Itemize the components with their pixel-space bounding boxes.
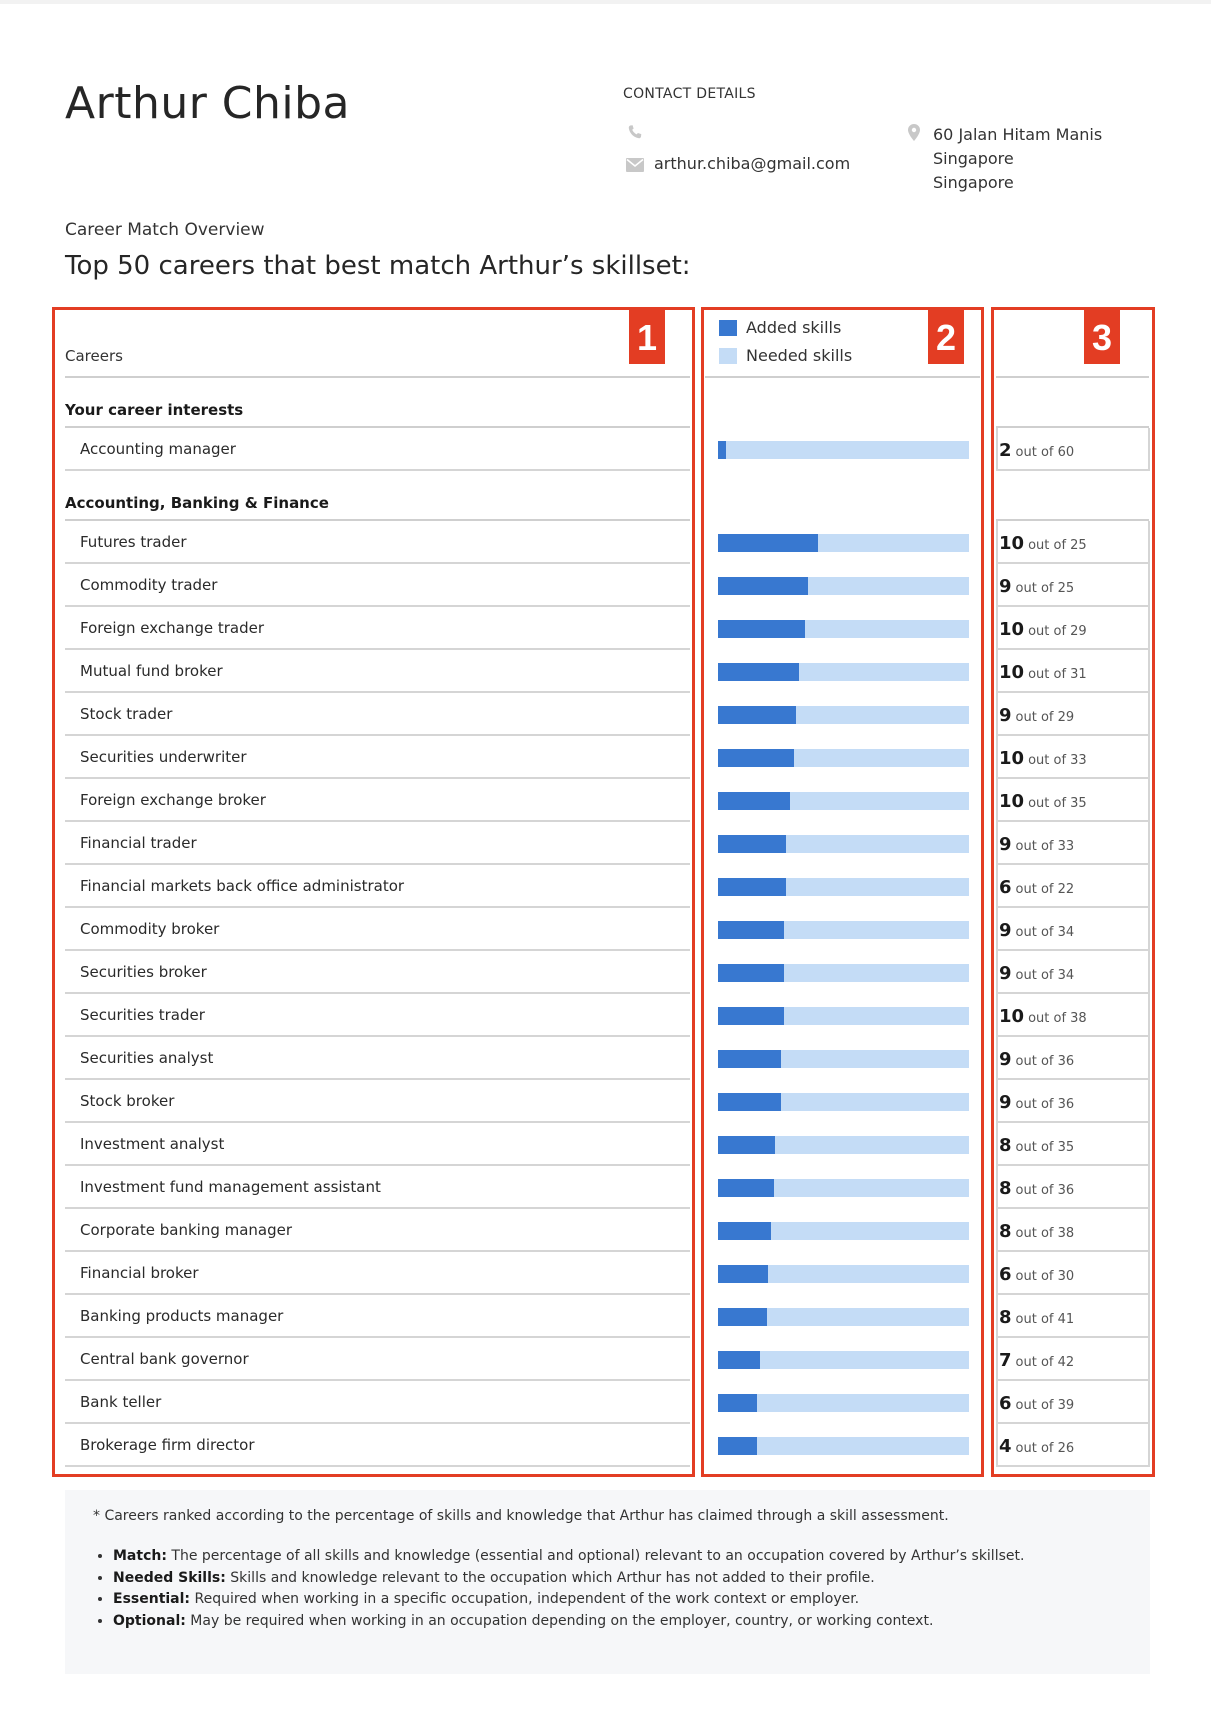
- total-count: 29: [1057, 710, 1075, 725]
- total-count: 39: [1057, 1398, 1075, 1413]
- added-count: 9: [999, 705, 1012, 726]
- added-count: 6: [999, 1393, 1012, 1414]
- callout-badge-1: 1: [629, 310, 665, 364]
- definition-text: Required when working in a specific occupation, independent of the work context or employer.: [190, 1591, 860, 1607]
- total-count: 35: [1070, 796, 1087, 811]
- career-name: Financial trader: [80, 834, 197, 852]
- total-count: 31: [1070, 667, 1087, 682]
- page-headline: Top 50 careers that best match Arthur’s skillset:: [65, 251, 691, 281]
- total-count: 41: [1057, 1312, 1075, 1327]
- added-count: 10: [999, 619, 1025, 640]
- section-title: Accounting, Banking & Finance: [65, 494, 329, 512]
- total-count: 26: [1057, 1441, 1075, 1456]
- added-count: 10: [999, 791, 1025, 812]
- total-count: 25: [1057, 581, 1075, 596]
- legend-needed-label: Needed skills: [746, 346, 853, 365]
- out-of-text: out of: [1015, 1097, 1054, 1112]
- added-count: 7: [999, 1350, 1012, 1371]
- career-name: Commodity trader: [80, 576, 218, 594]
- added-count: 8: [999, 1221, 1012, 1242]
- career-name: Securities analyst: [80, 1049, 214, 1067]
- address-line: 60 Jalan Hitam Manis: [933, 125, 1103, 144]
- career-name: Investment fund management assistant: [80, 1178, 381, 1196]
- out-of-text: out of: [1015, 1226, 1054, 1241]
- phone-icon: [627, 124, 643, 140]
- added-count: 10: [999, 662, 1025, 683]
- career-name: Financial markets back office administrator: [80, 877, 405, 895]
- total-count: 36: [1057, 1183, 1075, 1198]
- out-of-text: out of: [1028, 667, 1067, 682]
- out-of-text: out of: [1015, 710, 1054, 725]
- out-of-text: out of: [1028, 538, 1067, 553]
- out-of-text: out of: [1015, 1183, 1054, 1198]
- out-of-text: out of: [1028, 796, 1067, 811]
- out-of-text: out of: [1015, 839, 1054, 854]
- out-of-text: out of: [1015, 581, 1054, 596]
- added-count: 8: [999, 1135, 1012, 1156]
- callout-box-3: [991, 307, 1155, 1477]
- out-of-text: out of: [1015, 968, 1054, 983]
- total-count: 36: [1057, 1097, 1075, 1112]
- added-count: 2: [999, 440, 1012, 461]
- footer-notes: [65, 1490, 1150, 1674]
- out-of-text: out of: [1015, 1355, 1054, 1370]
- career-name: Foreign exchange trader: [80, 619, 265, 637]
- address-line: Singapore: [933, 173, 1014, 192]
- out-of-text: out of: [1028, 1011, 1067, 1026]
- callout-badge-3: 3: [1084, 310, 1120, 364]
- mail-icon: [626, 158, 644, 172]
- career-name: Securities trader: [80, 1006, 205, 1024]
- total-count: 22: [1057, 882, 1075, 897]
- career-name: Investment analyst: [80, 1135, 225, 1153]
- careers-column-header: Careers: [65, 347, 123, 365]
- overview-title: Career Match Overview: [65, 220, 265, 240]
- definition-item: [113, 1568, 1143, 1590]
- career-name: Commodity broker: [80, 920, 220, 938]
- career-name: Bank teller: [80, 1393, 162, 1411]
- out-of-text: out of: [1015, 1054, 1054, 1069]
- total-count: 36: [1057, 1054, 1075, 1069]
- out-of-text: out of: [1028, 753, 1067, 768]
- definition-term: Match:: [113, 1548, 167, 1564]
- added-count: 9: [999, 963, 1012, 984]
- out-of-text: out of: [1015, 1269, 1054, 1284]
- added-count: 9: [999, 834, 1012, 855]
- total-count: 29: [1070, 624, 1087, 639]
- career-name: Foreign exchange broker: [80, 791, 266, 809]
- total-count: 33: [1057, 839, 1075, 854]
- out-of-text: out of: [1015, 925, 1054, 940]
- contact-address: [933, 123, 1102, 195]
- out-of-text: out of: [1015, 1441, 1054, 1456]
- career-name: Banking products manager: [80, 1307, 284, 1325]
- career-name: Stock broker: [80, 1092, 175, 1110]
- total-count: 34: [1057, 968, 1075, 983]
- out-of-text: out of: [1015, 882, 1054, 897]
- added-count: 9: [999, 576, 1012, 597]
- out-of-text: out of: [1015, 1312, 1054, 1327]
- out-of-text: out of: [1015, 445, 1054, 460]
- top-divider: [0, 0, 1211, 4]
- added-count: 6: [999, 1264, 1012, 1285]
- ranking-note: * Careers ranked according to the percentage of skills and knowledge that Arthur has claimed through a skill assessment.: [93, 1508, 949, 1524]
- total-count: 34: [1057, 925, 1075, 940]
- total-count: 35: [1057, 1140, 1075, 1155]
- definition-term: Essential:: [113, 1591, 191, 1607]
- added-count: 4: [999, 1436, 1012, 1457]
- career-name: Securities underwriter: [80, 748, 247, 766]
- candidate-name: Arthur Chiba: [65, 78, 351, 129]
- total-count: 25: [1070, 538, 1087, 553]
- definition-text: May be required when working in an occupation depending on the employer, country, or working context.: [185, 1612, 934, 1629]
- callout-box-1: [52, 307, 695, 1477]
- career-name: Brokerage firm director: [80, 1436, 255, 1454]
- definition-term: Optional:: [113, 1612, 186, 1629]
- career-name: Accounting manager: [80, 440, 236, 458]
- total-count: 60: [1057, 445, 1075, 460]
- added-count: 8: [999, 1178, 1012, 1199]
- total-count: 38: [1057, 1226, 1075, 1241]
- added-count: 10: [999, 1006, 1025, 1027]
- total-count: 30: [1057, 1269, 1075, 1284]
- contact-details-title: CONTACT DETAILS: [623, 86, 756, 102]
- definition-item: [113, 1611, 1143, 1633]
- total-count: 38: [1070, 1011, 1087, 1026]
- definition-text: Skills and knowledge relevant to the occupation which Arthur has not added to their profile.: [225, 1569, 875, 1586]
- added-count: 8: [999, 1307, 1012, 1328]
- career-name: Central bank governor: [80, 1350, 249, 1368]
- out-of-text: out of: [1028, 624, 1067, 639]
- career-name: Futures trader: [80, 533, 187, 551]
- definitions-list: [93, 1546, 1143, 1632]
- definition-text: The percentage of all skills and knowledge (essential and optional) relevant to an occupation covered by Arthur’s skillset.: [166, 1548, 1025, 1564]
- added-count: 6: [999, 877, 1012, 898]
- definition-item: [113, 1589, 1143, 1611]
- added-count: 9: [999, 920, 1012, 941]
- callout-box-2: [701, 307, 984, 1477]
- career-name: Mutual fund broker: [80, 662, 223, 680]
- total-count: 42: [1057, 1355, 1075, 1370]
- out-of-text: out of: [1015, 1140, 1054, 1155]
- added-count: 9: [999, 1092, 1012, 1113]
- total-count: 33: [1070, 753, 1087, 768]
- location-pin-icon: [908, 124, 920, 141]
- career-name: Stock trader: [80, 705, 173, 723]
- added-count: 9: [999, 1049, 1012, 1070]
- definition-term: Needed Skills:: [113, 1569, 226, 1586]
- career-name: Financial broker: [80, 1264, 199, 1282]
- career-name: Securities broker: [80, 963, 207, 981]
- definition-item: [113, 1546, 1143, 1568]
- contact-email: arthur.chiba@gmail.com: [654, 154, 851, 173]
- out-of-text: out of: [1015, 1398, 1054, 1413]
- added-count: 10: [999, 533, 1025, 554]
- section-title: Your career interests: [65, 401, 244, 419]
- address-line: Singapore: [933, 149, 1014, 168]
- career-name: Corporate banking manager: [80, 1221, 293, 1239]
- added-count: 10: [999, 748, 1025, 769]
- legend-added-label: Added skills: [746, 318, 842, 337]
- callout-badge-2: 2: [928, 310, 964, 364]
